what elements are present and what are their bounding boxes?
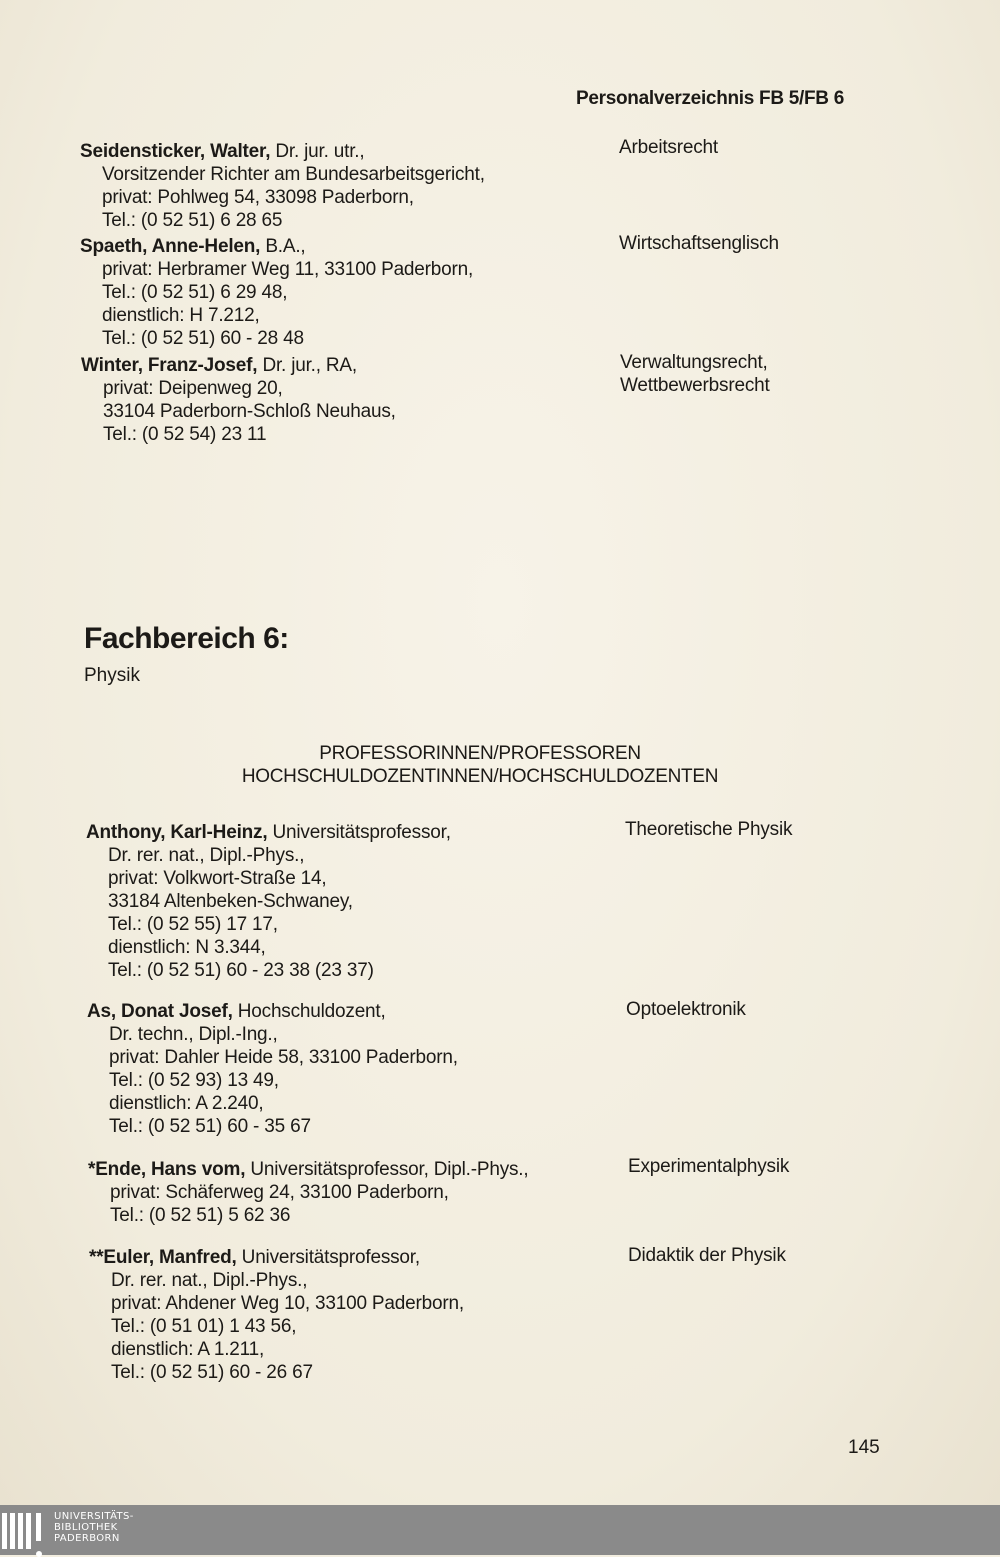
running-header: Personalverzeichnis FB 5/FB 6 — [576, 88, 844, 109]
entry-line: Tel.: (0 52 51) 60 - 35 67 — [109, 1116, 311, 1137]
entry-line: Tel.: (0 52 51) 60 - 28 48 — [102, 328, 304, 349]
library-logo-text: UNIVERSITÄTS- BIBLIOTHEK PADERBORN — [54, 1511, 134, 1544]
person-title: Hochschuldozent, — [232, 1001, 386, 1022]
entry-line: Tel.: (0 52 51) 60 - 23 38 (23 37) — [108, 960, 374, 981]
person-entry — [87, 1000, 458, 1138]
person-entry — [88, 1158, 528, 1227]
entry-line: dienstlich: A 2.240, — [109, 1093, 264, 1114]
entry-line: Tel.: (0 52 93) 13 49, — [109, 1070, 279, 1091]
entry-line: Tel.: (0 52 51) 60 - 26 67 — [111, 1362, 313, 1383]
subject-area: Experimentalphysik — [628, 1156, 790, 1177]
subject-area: Didaktik der Physik — [628, 1245, 786, 1266]
entry-line: privat: Herbramer Weg 11, 33100 Paderborn, — [102, 259, 474, 280]
person-title: Dr. jur. utr., — [270, 141, 365, 162]
entry-line: Dr. techn., Dipl.-Ing., — [109, 1024, 278, 1045]
entry-line: Tel.: (0 52 55) 17 17, — [108, 914, 278, 935]
entry-line: dienstlich: H 7.212, — [102, 305, 260, 326]
entry-line: Tel.: (0 52 51) 5 62 36 — [110, 1205, 291, 1226]
entry-line: privat: Schäferweg 24, 33100 Paderborn, — [110, 1182, 449, 1203]
person-title: Universitätsprofessor, — [236, 1247, 420, 1268]
library-logo-icon — [0, 1513, 46, 1549]
person-name: As, Donat Josef, — [87, 1001, 233, 1022]
entry-line: Tel.: (0 52 51) 6 28 65 — [102, 210, 283, 231]
person-title: Universitätsprofessor, Dipl.-Phys., — [245, 1159, 529, 1180]
person-entry — [80, 140, 485, 232]
entry-line: Tel.: (0 51 01) 1 43 56, — [111, 1316, 297, 1337]
person-entry — [80, 235, 473, 350]
page-number: 145 — [848, 1437, 880, 1458]
entry-line: privat: Ahdener Weg 10, 33100 Paderborn, — [111, 1293, 464, 1314]
subject-area: Theoretische Physik — [625, 819, 793, 840]
entry-line: Tel.: (0 52 54) 23 11 — [103, 424, 267, 445]
entry-line: Dr. rer. nat., Dipl.-Phys., — [108, 845, 305, 866]
person-title: Dr. jur., RA, — [257, 355, 357, 376]
entry-line: 33184 Altenbeken-Schwaney, — [108, 891, 353, 912]
entry-line: dienstlich: A 1.211, — [111, 1339, 265, 1360]
subject-area: Verwaltungsrecht, Wettbewerbsrecht — [620, 352, 770, 396]
person-title: Universitätsprofessor, — [267, 822, 451, 843]
fachbereich-title: Fachbereich 6: — [84, 622, 289, 655]
entry-line: privat: Deipenweg 20, — [103, 378, 283, 399]
person-entry — [89, 1246, 464, 1384]
person-name: Winter, Franz-Josef, — [81, 355, 258, 376]
person-entry — [86, 821, 451, 982]
entry-line: Tel.: (0 52 51) 6 29 48, — [102, 282, 288, 303]
person-name: Seidensticker, Walter, — [80, 141, 271, 162]
person-name: *Ende, Hans vom, — [88, 1159, 246, 1180]
library-footer-bar — [0, 1505, 1000, 1555]
fachbereich-subtitle: Physik — [84, 665, 140, 686]
person-title: B.A., — [260, 236, 306, 257]
entry-line: dienstlich: N 3.344, — [108, 937, 266, 958]
entry-line: privat: Dahler Heide 58, 33100 Paderborn, — [109, 1047, 458, 1068]
entry-line: privat: Pohlweg 54, 33098 Paderborn, — [102, 187, 414, 208]
entry-line: 33104 Paderborn-Schloß Neuhaus, — [103, 401, 396, 422]
section-heading: PROFESSORINNEN/PROFESSOREN HOCHSCHULDOZENTINNEN/HOCHSCHULDOZENTEN — [241, 743, 719, 787]
subject-area: Optoelektronik — [626, 999, 746, 1020]
entry-line: Vorsitzender Richter am Bundesarbeitsgericht, — [102, 164, 485, 185]
person-entry — [81, 354, 396, 446]
subject-area: Arbeitsrecht — [619, 137, 718, 158]
subject-area: Wirtschaftsenglisch — [619, 233, 779, 254]
entry-line: privat: Volkwort-Straße 14, — [108, 868, 327, 889]
person-name: **Euler, Manfred, — [89, 1247, 237, 1268]
person-name: Spaeth, Anne-Helen, — [80, 236, 261, 257]
person-name: Anthony, Karl-Heinz, — [86, 822, 268, 843]
entry-line: Dr. rer. nat., Dipl.-Phys., — [111, 1270, 308, 1291]
